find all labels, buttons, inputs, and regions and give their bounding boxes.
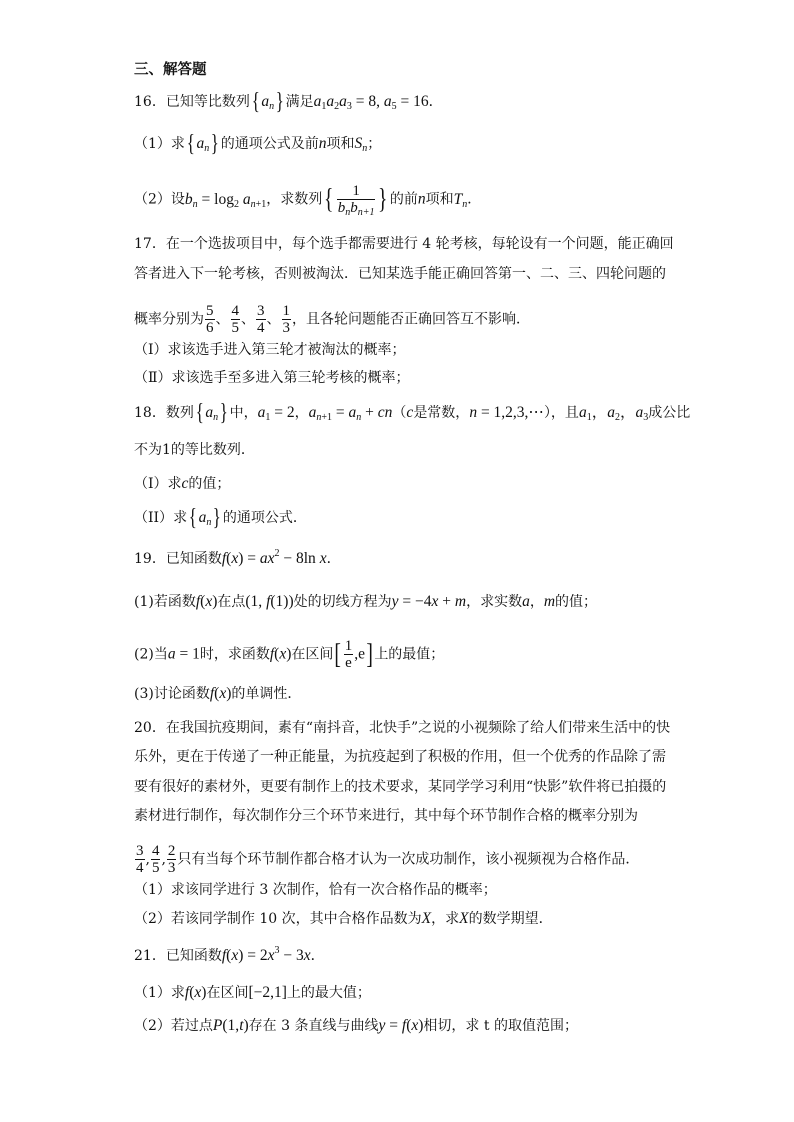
- problem-21-part-1: （1）求f(x)在区间[−2,1]上的最大值；: [134, 984, 371, 1001]
- problem-16-number: 16．: [134, 94, 166, 110]
- problem-17-part-1: （Ⅰ）求该选手进入第三轮才被淘汰的概率；: [134, 342, 406, 358]
- problem-21-part-2: （2）若过点P(1,t)存在 3 条直线与曲线y = f(x)相切，求 t 的取值范围；: [134, 1017, 578, 1034]
- problem-16-part-1: （1）求{ $a_n$} 的通项公式及前n项和$S_n$；: [134, 131, 382, 157]
- prob-fraction: $\frac{4}{5}$: [151, 843, 160, 876]
- problem-18-part-2: （II）求{ $a_n$} 的通项公式．: [134, 505, 307, 531]
- fraction-1-over-bnbn1: $\frac{1}{b_nb_{n+1}}$: [337, 183, 375, 218]
- problem-21-stem: 21．已知函数$f(x) = 2x^3 - 3x$．: [134, 945, 325, 964]
- problem-20-line-3: 要有很好的素材外，更要有制作上的技术要求，某同学学习利用“快影”软件将已拍摄的: [134, 779, 667, 795]
- brace-left: {: [251, 89, 260, 115]
- problem-20-part-1: （1）求该同学进行 3 次制作，恰有一次合格作品的概率；: [134, 882, 497, 898]
- problem-17-part-2: （Ⅱ）求该选手至多进入第三轮考核的概率；: [134, 370, 410, 386]
- prob-fraction: $\frac{3}{4}$: [257, 303, 265, 336]
- problem-17-line-2: 答者进入下一轮考核，否则被淘汰．已知某选手能正确回答第一、二、三、四轮问题的: [134, 266, 666, 282]
- problem-19-stem: 19．已知函数$f(x) = ax^2 - 8\ln$ x．: [134, 548, 341, 567]
- problem-20-part-2: （2）若该同学制作 10 次，其中合格作品数为X，求X的数学期望．: [134, 910, 553, 927]
- problem-19-part-1: (1)若函数f(x)在点(1, f(1))处的切线方程为y = −4x + m，求实数a，m的值；: [134, 593, 598, 610]
- problem-19-part-3: (3)讨论函数f(x)的单调性．: [134, 685, 302, 702]
- prob-fraction: $\frac{5}{6}$: [206, 303, 214, 336]
- problem-16-formula: $a_1a_2a_3 = 8$, $a_5 = 16$: [313, 93, 429, 112]
- problem-20-line-4: 素材进行制作，每次制作分三个环节来进行，其中每个环节制作合格的概率分别为: [134, 808, 638, 824]
- problem-19-part-2: (2)当a = 1时，求函数f(x)在区间[ $\frac{1}{e}$ ,e]上的最值；: [134, 638, 445, 671]
- prob-fraction: $\frac{2}{3}$: [167, 843, 176, 876]
- problem-16-prefix: 已知等比数列: [165, 94, 250, 110]
- problem-18-part-1: （I）求c的值；: [134, 475, 231, 492]
- problem-16-part-2: （2）设$b_n = \log_2 a_{n+1}$，求数列{ $\frac{1}{b_nb_{n+1}}$ } 的前n项和$T_n$．: [134, 183, 482, 218]
- problem-16-suffix: 满足: [285, 94, 314, 110]
- prob-fraction: $\frac{3}{4}$: [136, 843, 144, 876]
- prob-fraction: $\frac{1}{3}$: [282, 303, 290, 336]
- problem-17-line-1: 17．在一个选拔项目中，每个选手都需要进行 4 轮考核，每轮设有一个问题，能正确回: [134, 236, 674, 252]
- brace-right: }: [275, 89, 284, 115]
- problem-18-line-1: 18．数列{ $a_n$} 中，$a_1 = 2$，$a_{n+1} = a_n + cn(c$是常数，n = 1,2,3,⋯），且$a_1$，$a_2$，$a_3$成公比: [134, 400, 691, 426]
- problem-20-line-2: 乐外，更在于传递了一种正能量，为抗疫起到了积极的作用，但一个优秀的作品除了需: [134, 749, 666, 765]
- prob-fraction: $\frac{4}{5}$: [231, 303, 239, 336]
- problem-18-line-2: 不为1的等比数列．: [134, 442, 255, 458]
- problem-20-line-5: $\frac{3}{4}$ , $\frac{4}{5}$ , $\frac{2}{3}$ 只有当每个环节制作都合格才认为一次成功制作，该小视频视为合格作品．: [136, 843, 640, 876]
- problem-20-line-1: 20．在我国抗疫期间，素有“南抖音，北快手”之说的小视频除了给人们带来生活中的快: [134, 720, 671, 736]
- bn-formula: $b_n = \log_2 a_{n+1}$: [184, 190, 267, 210]
- problem-17-line-3: 概率分别为 $\frac{5}{6}$ 、 $\frac{4}{5}$ 、 $\frac{3}{4}$ 、 $\frac{1}{3}$ ，且各轮问题能否正确回答互不影响．: [134, 303, 530, 336]
- problem-16-stem: 16．已知等比数列{ $a_n$} 满足$a_1a_2a_3 = 8$, $a_5 = 16$．: [134, 89, 443, 115]
- section-title: 三、解答题: [134, 62, 207, 78]
